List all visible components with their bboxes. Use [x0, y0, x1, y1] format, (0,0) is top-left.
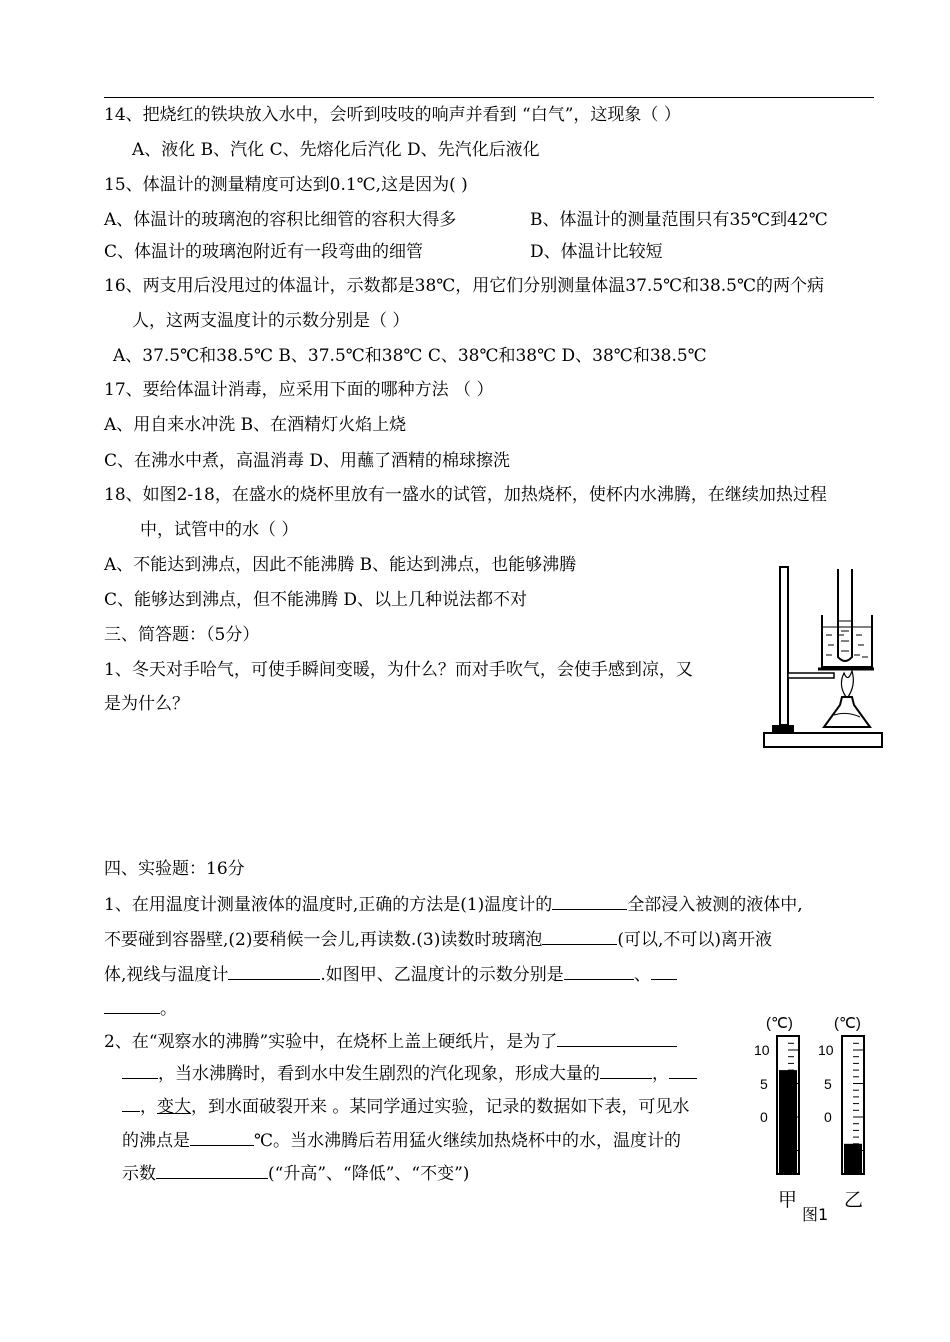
label-jia: 甲 [778, 1189, 798, 1211]
tick-label-10-right: 10 [818, 1042, 834, 1058]
section4-q2-line4 [122, 1129, 681, 1152]
section4-q1-text-a: 1、在用温度计测量液体的温度时,正确的方法是(1)温度计的 [104, 895, 553, 915]
section4-q1-text-g: 、 [633, 965, 651, 985]
section4-q1-text-b: 全部浸入被测的液体中, [627, 895, 803, 915]
q14-stem: 14、把烧红的铁块放入水中，会听到吱吱的响声并看到 “白气”，这现象（ ） [104, 105, 681, 125]
section4-q2-line2 [122, 1062, 697, 1085]
q15-option-b: B、体温计的测量范围只有35℃到42℃ [530, 210, 828, 230]
section4-q2-text-i: 示数 [122, 1164, 156, 1184]
tick-label-5-left: 5 [760, 1076, 768, 1092]
answer-blank[interactable] [651, 963, 677, 980]
answer-blank[interactable] [542, 928, 617, 945]
answer-blank[interactable] [228, 963, 320, 980]
answer-blank[interactable] [190, 1129, 254, 1146]
q18-stem-line1: 18、如图2-18，在盛水的烧杯里放有一盛水的试管，加热烧杯，使杯内水沸腾，在继续加热过程 [104, 485, 827, 505]
answer-blank[interactable] [552, 893, 627, 910]
q16-stem-line2: 人，这两支温度计的示数分别是（ ） [132, 311, 410, 331]
q15-option-d: D、体温计比较短 [530, 242, 663, 262]
answer-blank[interactable] [104, 997, 160, 1014]
unit-label-left: (℃) [766, 1015, 793, 1032]
thermometer-right-liquid [844, 1144, 862, 1174]
q15-option-a: A、体温计的玻璃泡的容积比细管的容积大得多 [104, 210, 457, 230]
section3-q1-line2: 是为什么？ [104, 694, 189, 714]
q16-stem-line1: 16、两支用后没甩过的体温计，示数都是38℃，用它们分别测量体温37.5℃和38.5℃的两个病 [104, 276, 825, 296]
q17-options-cd: C、在沸水中煮，高温消毒 D、用蘸了酒精的棉球擦洗 [104, 451, 511, 471]
section4-q2-line3 [122, 1095, 689, 1118]
tick-label-0-right: 0 [824, 1109, 832, 1125]
answer-blank[interactable] [557, 1030, 677, 1047]
answer-blank[interactable] [600, 1062, 652, 1079]
section4-q1-text-e: 体,视线与温度计 [104, 965, 229, 985]
q17-stem: 17、要给体温计消毒，应采用下面的哪种方法 （ ） [104, 380, 494, 400]
thermometer-left-liquid [779, 1070, 797, 1174]
thermometers-figure [752, 1010, 880, 1225]
section4-q2-text-d: ， [140, 1097, 157, 1117]
section4-heading: 四、实验题：16分 [104, 859, 245, 879]
section3-heading: 三、简答题：（5分） [104, 625, 260, 645]
section4-q2-text-j: (“升高”、“降低”、“不变”) [268, 1164, 470, 1184]
section4-q1-text-d: (可以,不可以)离开液 [617, 930, 773, 950]
header-rule [104, 97, 874, 98]
answer-blank[interactable] [122, 1095, 140, 1112]
section4-q2-line1 [104, 1030, 677, 1053]
q15-option-c: C、体温计的玻璃泡附近有一段弯曲的细管 [104, 242, 424, 262]
label-yi: 乙 [844, 1189, 864, 1211]
q18-stem-line2: 中，试管中的水（ ） [140, 520, 299, 540]
section4-q2-text-c: ， [652, 1064, 669, 1084]
section4-q2-text-b: ，当水沸腾时，看到水中发生剧烈的汽化现象，形成大量的 [158, 1064, 600, 1084]
q15-stem: 15、体温计的测量精度可达到0.1℃,这是因为( ) [104, 175, 468, 195]
section3-q1-line1: 1、冬天对手哈气，可使手瞬间变暖，为什么？而对手吹气，会使手感到凉，又 [104, 660, 693, 680]
q17-options-ab: A、用自来水冲洗 B、在酒精灯火焰上烧 [104, 415, 407, 435]
section4-q1-text-c: 不要碰到容器壁,(2)要稍候一会儿,再读数.(3)读数时玻璃泡 [104, 930, 543, 950]
section4-q1-line2 [104, 928, 772, 951]
answer-blank[interactable] [122, 1062, 158, 1079]
answer-blank[interactable] [564, 963, 634, 980]
answer-blank[interactable] [669, 1062, 697, 1079]
tick-label-0-left: 0 [760, 1109, 768, 1125]
section4-q1-line1 [104, 893, 803, 916]
tick-label-10-left: 10 [754, 1042, 770, 1058]
section4-q1-line4 [104, 997, 177, 1020]
answer-blank[interactable] [156, 1162, 268, 1179]
section4-q2-underlined-word: 变大 [157, 1097, 191, 1117]
q18-options-ab: A、不能达到沸点，因此不能沸腾 B、能达到沸点，也能够沸腾 [104, 555, 577, 575]
section4-q2-text-a: 2、在“观察水的沸腾”实验中，在烧杯上盖上硬纸片，是为了 [104, 1032, 558, 1052]
section4-q2-text-f: ，到水面破裂开来 。某同学通过实验，记录的数据如下表，可见水 [191, 1097, 690, 1117]
boiling-apparatus-figure [762, 565, 884, 751]
unit-label-right: (℃) [834, 1015, 861, 1032]
section4-q1-text-h: 。 [160, 999, 177, 1019]
q18-options-cd: C、能够达到沸点，但不能沸腾 D、以上几种说法都不对 [104, 590, 528, 610]
section4-q2-line5 [122, 1162, 469, 1185]
figure1-caption: 图1 [802, 1205, 829, 1224]
q16-options: A、37.5℃和38.5℃ B、37.5℃和38℃ C、38℃和38℃ D、38℃和38.5℃ [113, 346, 707, 366]
section4-q1-text-f: .如图甲、乙温度计的示数分别是 [320, 965, 564, 985]
section4-q1-line3 [104, 963, 677, 986]
tick-label-5-right: 5 [824, 1076, 832, 1092]
section4-q2-text-g: 的沸点是 [122, 1131, 190, 1151]
q14-options: A、液化 B、汽化 C、先熔化后汽化 D、先汽化后液化 [132, 140, 540, 160]
section4-q2-text-h: ℃。当水沸腾后若用猛火继续加热烧杯中的水，温度计的 [254, 1131, 682, 1151]
